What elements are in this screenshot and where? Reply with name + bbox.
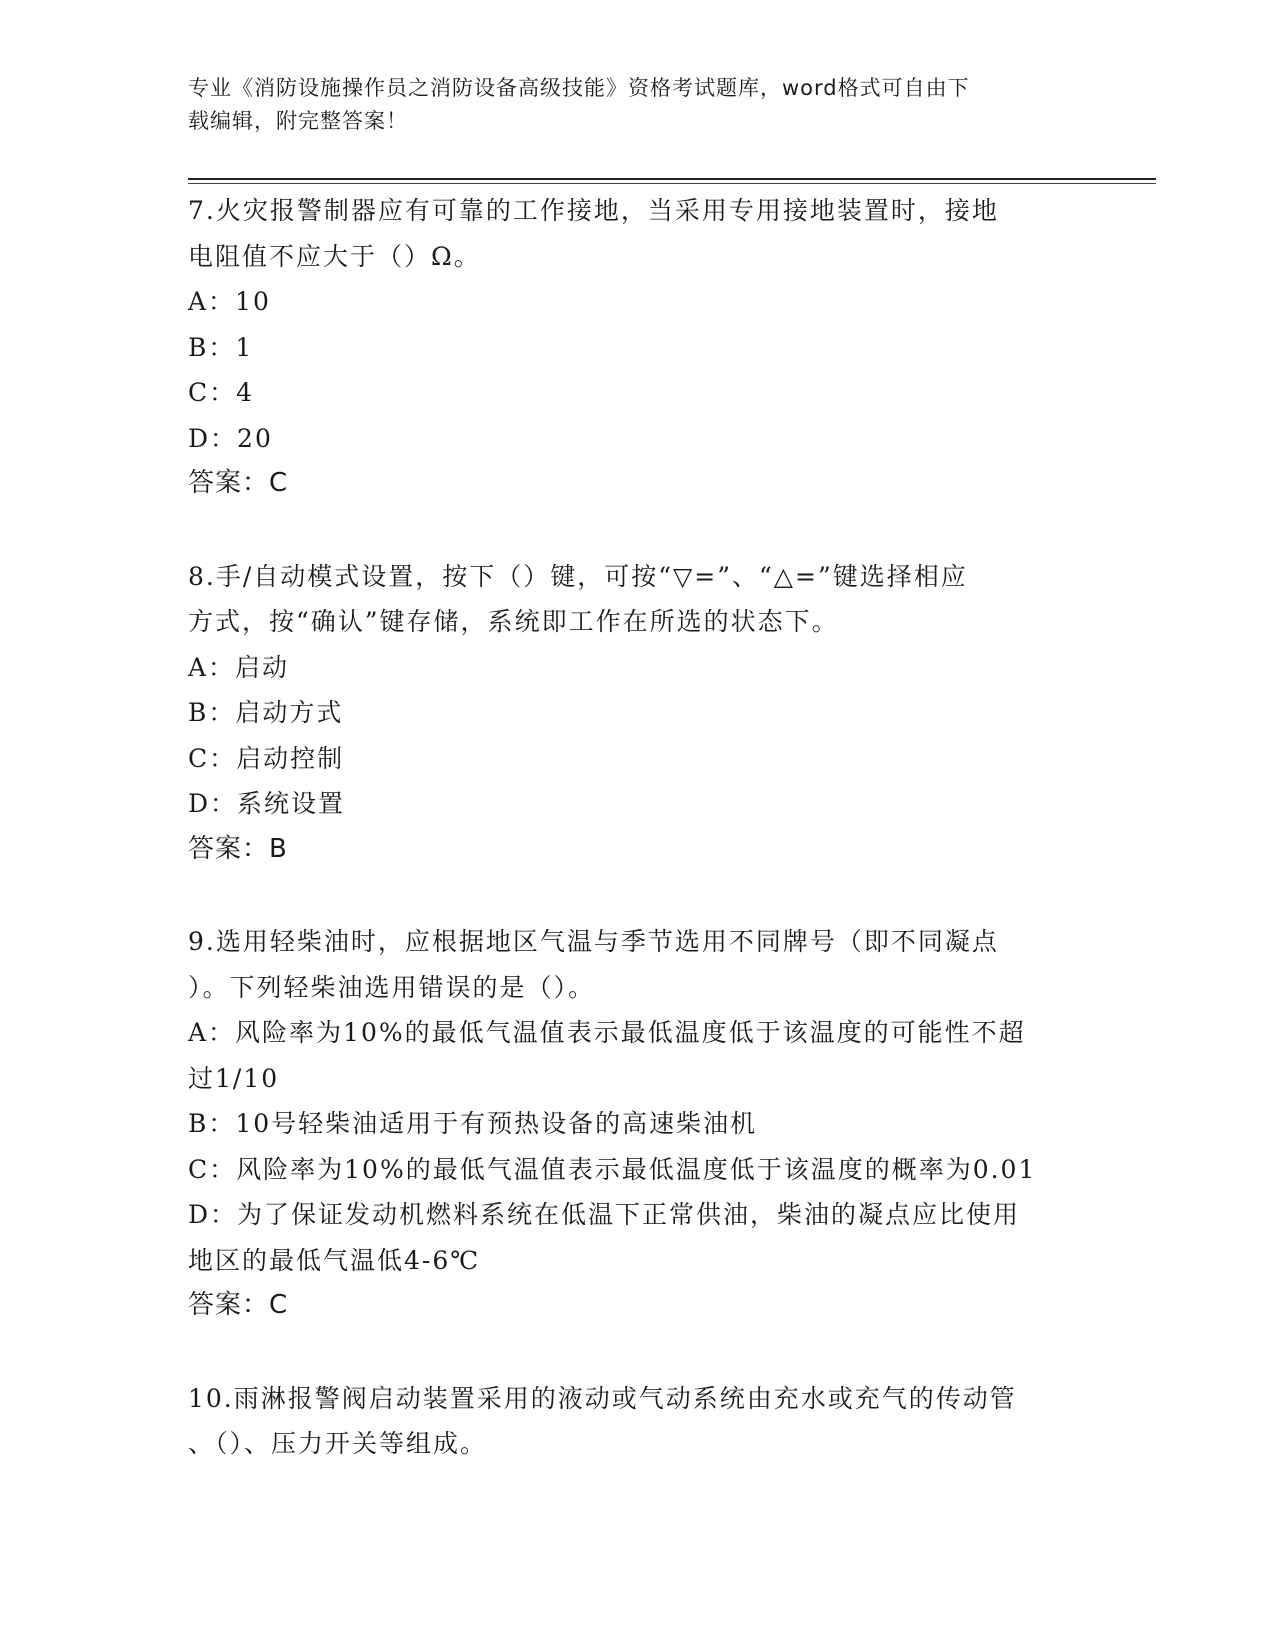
header-divider-thin bbox=[188, 183, 1156, 184]
question-7 bbox=[188, 188, 1073, 507]
option-b: B：启动方式 bbox=[188, 698, 344, 727]
option-b: B：1 bbox=[188, 332, 254, 362]
option-c: C：启动控制 bbox=[188, 743, 345, 773]
option-c: C：4 bbox=[188, 378, 255, 407]
option-d: D：为了保证发动机燃料系统在低温下正常供油，柴油的凝点应比使用 bbox=[188, 1200, 1021, 1229]
answer-key: 答案：B bbox=[188, 833, 288, 864]
option-d: D：20 bbox=[188, 423, 273, 453]
option-a: A：启动 bbox=[188, 652, 290, 682]
question-9 bbox=[188, 919, 1073, 1329]
question-stem: 9.选用轻柴油时，应根据地区气温与季节选用不同牌号（即不同凝点 bbox=[188, 927, 999, 956]
answer-key: 答案：C bbox=[188, 468, 289, 498]
question-list bbox=[188, 188, 1073, 1514]
question-stem: 方式，按“确认”键存储，系统即工作在所选的状态下。 bbox=[188, 607, 839, 636]
header-line: 载编辑，附完整答案！ bbox=[188, 109, 408, 133]
option-b: B：10号轻柴油适用于有预热设备的高速柴油机 bbox=[188, 1109, 758, 1138]
document-header bbox=[188, 72, 1078, 138]
question-stem: 、（）、压力开关等组成。 bbox=[188, 1429, 488, 1458]
option-c: C：风险率为10%的最低气温值表示最低温度低于该温度的概率为0.01 bbox=[188, 1154, 1037, 1184]
question-8 bbox=[188, 554, 1073, 873]
option-a-continued: 过1/10 bbox=[188, 1063, 280, 1093]
header-divider bbox=[188, 178, 1156, 180]
option-d-continued: 地区的最低气温低4-6℃ bbox=[188, 1245, 481, 1275]
question-stem: ）。下列轻柴油选用错误的是（）。 bbox=[188, 972, 596, 1002]
question-stem: 10.雨淋报警阀启动装置采用的液动或气动系统由充水或充气的传动管 bbox=[188, 1383, 1017, 1413]
option-a: A：风险率为10%的最低气温值表示最低温度低于该温度的可能性不超 bbox=[188, 1018, 1026, 1047]
question-stem: 7.火灾报警制器应有可靠的工作接地，当采用专用接地装置时，接地 bbox=[188, 196, 999, 225]
answer-key: 答案：C bbox=[188, 1290, 289, 1320]
question-10 bbox=[188, 1376, 1073, 1467]
option-a: A：10 bbox=[188, 287, 271, 316]
option-d: D：系统设置 bbox=[188, 789, 346, 818]
question-stem: 电阻值不应大于（）Ω。 bbox=[188, 241, 481, 271]
question-stem: 8.手/自动模式设置，按下（）键，可按“▽=”、“△=”键选择相应 bbox=[188, 561, 968, 591]
header-line: 专业《消防设施操作员之消防设备高级技能》资格考试题库，word格式可自由下 bbox=[188, 76, 970, 100]
